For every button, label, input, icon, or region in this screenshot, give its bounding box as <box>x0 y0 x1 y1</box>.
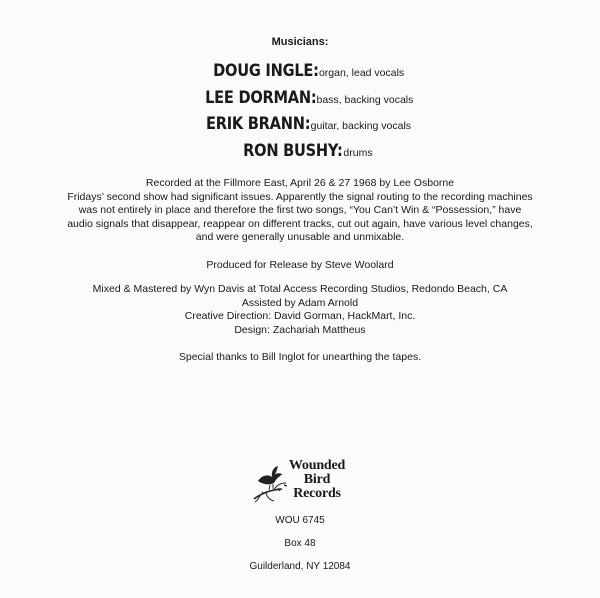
credit-line: Design: Zachariah Mattheus <box>234 323 366 336</box>
logo-wordmark-line: Records <box>293 486 341 501</box>
musician-name: RON BUSHY: <box>243 140 343 161</box>
wounded-bird-records-logo <box>252 457 362 505</box>
musician-role: organ, lead vocals <box>318 67 405 79</box>
musician-name: DOUG INGLE: <box>212 61 319 81</box>
recording-note-line: audio signals that disappear, reappear on different tracks, cut out again, have various level changes, <box>67 217 533 230</box>
musician-name: ERIK BRANN: <box>205 114 311 134</box>
lineup-item <box>0 111 600 138</box>
musicians-heading: Musicians: <box>271 36 329 48</box>
logo-wordmark-line: Wounded <box>288 458 346 473</box>
address-line: Guilderland, NY 12084 <box>249 561 351 572</box>
lineup-item <box>0 138 600 165</box>
special-thanks: Special thanks to Bill Inglot for unearthing the tapes. <box>178 351 422 363</box>
credit-line: Mixed & Mastered by Wyn Davis at Total Access Recording Studios, Redondo Beach, CA <box>92 283 508 295</box>
lineup-item <box>0 58 600 85</box>
recording-note-line: and were generally unusable and unmixable. <box>195 231 405 243</box>
catalog-number: WOU 6745 <box>275 515 325 526</box>
producer-credit: Produced for Release by Steve Woolard <box>206 259 394 271</box>
recording-notes <box>50 177 550 245</box>
logo-wordmark-line: Bird <box>303 472 331 487</box>
lineup-item <box>0 85 600 112</box>
credit-line: Creative Direction: David Gorman, HackMart, Inc. <box>184 310 416 322</box>
production-credits <box>50 283 550 337</box>
musician-role: drums <box>343 146 373 159</box>
recording-note-line: Fridays’ second show had significant issues. Apparently the signal routing to the recording machines <box>67 190 533 203</box>
recording-note-line: was not entirely in place and therefore the first two songs, “You Can’t Win & “Possession,” have <box>78 204 522 216</box>
musician-role: guitar, backing vocals <box>310 120 412 132</box>
credit-line: Assisted by Adam Arnold <box>241 296 359 309</box>
address-line: Box 48 <box>284 538 316 549</box>
musician-role: bass, backing vocals <box>316 93 414 106</box>
recording-note-line: Recorded at the Fillmore East, April 26 & 27 1968 by Lee Osborne <box>145 177 455 189</box>
musician-name: LEE DORMAN: <box>204 87 317 108</box>
lineup-list <box>0 58 600 164</box>
